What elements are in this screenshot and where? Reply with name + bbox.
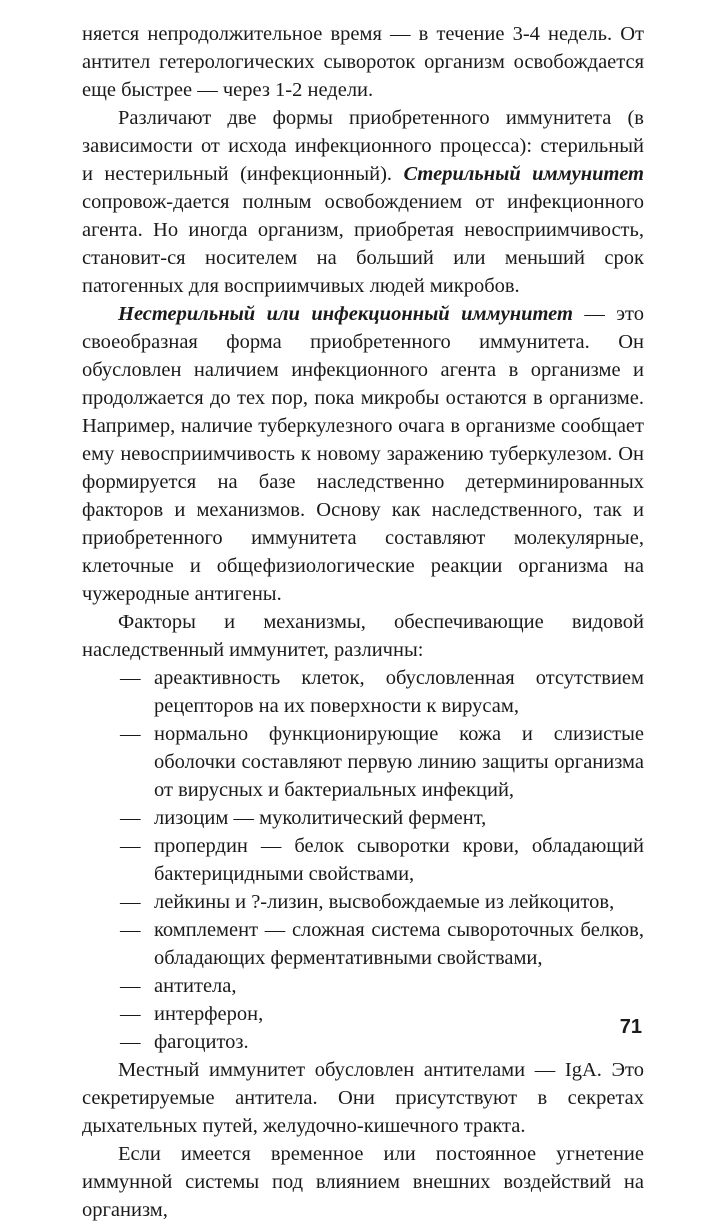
term-sterile-immunity: Стерильный иммунитет <box>403 163 644 185</box>
list-item <box>82 888 644 916</box>
page-text <box>82 20 644 1224</box>
list-item-text: нормально функционирующие кожа и слизистые оболочки составляют первую линию защиты организма от вирусных и бактериальных инфекций, <box>154 723 644 801</box>
list-item-text: комплемент — сложная система сывороточных белков, обладающих ферментативными свойствами, <box>154 919 644 969</box>
list-item-text: ареактивность клеток, обусловленная отсутствием рецепторов на их поверхности к вирусам, <box>154 667 644 717</box>
paragraph-3-text: — это своеобразная форма приобретенного иммунитета. Он обусловлен наличием инфекционного агента в организме и продолжается до тех пор, пока микробы остаются в организме. Например, наличие туберкулезного очага в организме сообщает ему невосприимчивость к новому заражению туберкулезом. Он формируется на базе наследственно детерминированных факторов и механизмов. Основу как наследственного, так и приобретенного иммунитета составляют молекулярные, клеточные и общефизиологические реакции организма на чужеродные антигены. <box>82 303 644 605</box>
list-item-text: лейкины и ?-лизин, высвобождаемые из лейкоцитов, <box>154 891 615 913</box>
list-item <box>82 972 644 1000</box>
term-nonsterile-immunity: Нестерильный или инфекционный иммунитет <box>118 303 573 325</box>
paragraph-1: няется непродолжительное время — в течение 3-4 недель. От антител гетерологических сывороток организм освобождается еще быстрее — через 1-2 недели. <box>82 23 644 101</box>
dash-marker: — <box>120 1003 141 1025</box>
page-number: 71 <box>619 1016 642 1038</box>
dash-marker: — <box>120 919 141 941</box>
paragraph-2 <box>82 104 644 300</box>
list-item <box>82 1000 644 1028</box>
paragraph-2-text-b: сопровож-дается полным освобождением от инфекционного агента. Но иногда организм, приобретая невосприимчивость, становит-ся носителем на больший или меньший срок патогенных для восприимчивых людей микробов. <box>82 191 644 297</box>
list-item <box>82 832 644 888</box>
list-item-text: антитела, <box>154 975 237 997</box>
list-item <box>82 664 644 720</box>
dash-marker: — <box>120 891 141 913</box>
dash-marker: — <box>120 667 141 689</box>
list-item <box>82 804 644 832</box>
factors-list <box>82 664 644 1056</box>
list-item-text: фагоцитоз. <box>154 1031 249 1053</box>
paragraph-4: Факторы и механизмы, обеспечивающие видовой наследственный иммунитет, различны: <box>82 611 644 661</box>
dash-marker: — <box>120 835 141 857</box>
dash-marker: — <box>120 1031 141 1053</box>
dash-marker: — <box>120 723 141 745</box>
list-item-text: пропердин — белок сыворотки крови, обладающий бактерицидными свойствами, <box>154 835 644 885</box>
list-item <box>82 1028 644 1056</box>
list-item <box>82 720 644 804</box>
dash-marker: — <box>120 807 141 829</box>
list-item-text: лизоцим — муколитический фермент, <box>154 807 487 829</box>
paragraph-5: Местный иммунитет обусловлен антителами — IgA. Это секретируемые антитела. Они присутствуют в секретах дыхательных путей, желудочно-кишечного тракта. <box>82 1059 644 1137</box>
list-item-text: интерферон, <box>154 1003 264 1025</box>
paragraph-2-text-a: Различают две формы приобретенного иммунитета (в зависимости от исхода инфекционного процесса): стерильный и нестерильный (инфекционный). <box>82 107 644 185</box>
paragraph-6: Если имеется временное или постоянное угнетение иммунной системы под влиянием внешних воздействий на организм, <box>82 1143 644 1221</box>
paragraph-3 <box>82 300 644 608</box>
dash-marker: — <box>120 975 141 997</box>
list-item <box>82 916 644 972</box>
